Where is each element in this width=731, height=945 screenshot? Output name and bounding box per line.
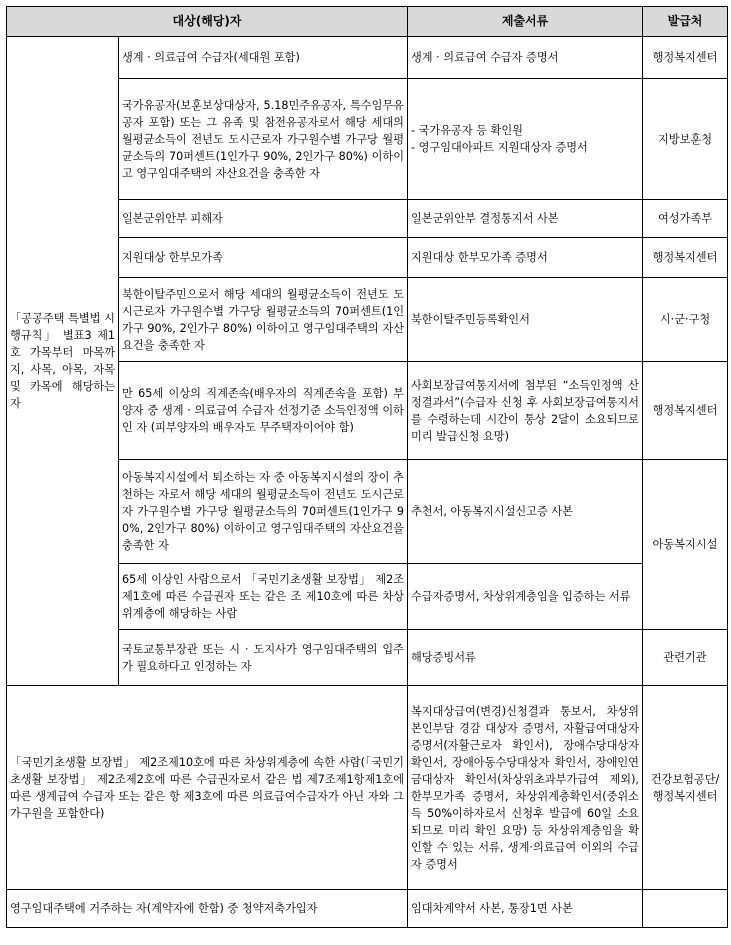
row-documents [408,79,643,200]
row-documents: 임대차계약서 사본, 통장1면 사본 [408,890,643,928]
row-issuer: 지방보훈청 [643,79,728,200]
header-target: 대상(해당)자 [7,7,408,37]
row-documents: 생계 · 의료급여 수급자 증명서 [408,37,643,79]
group-label: 「공공주택 특별법 시행규칙」 별표3 제1호 가목부터 마목까지, 사목, 아목, 자목 및 카목에 해당하는 자 [7,37,119,686]
row-documents: 수급자증명서, 차상위계층임을 입증하는 서류 [408,564,643,630]
row-target: 만 65세 이상의 직계존속(배우자의 직계존속을 포함) 부양자 중 생계 · 의료급여 수급자 선정기준 소득인정액 이하인 자 (피부양자의 배우자도 무주택자이어야 함) [119,362,408,460]
row-target: 아동복지시설에서 퇴소하는 자 중 아동복지시설의 장이 추천하는 자로서 해당 세대의 월평균소득이 전년도 도시근로자 가구원수별 가구당 월평균소득의 70퍼센트(1인가구 90%, 2인가구 80%) 이하이고 영구임대주택의 자산요건을 충족한 자 [119,460,408,564]
row-issuer: 행정복지센터 [643,362,728,460]
row-issuer [643,890,728,928]
row-documents: 추천서, 아동복지시설신고증 사본 [408,460,643,564]
row-issuer: 건강보험공단/행정복지센터 [643,686,728,890]
row-issuer: 아동복지시설 [643,460,728,630]
table-header-row [7,7,728,37]
row-documents: 지원대상 한부모가족 증명서 [408,238,643,278]
header-documents: 제출서류 [408,7,643,37]
row-issuer: 시·군·구청 [643,278,728,362]
row-target: 지원대상 한부모가족 [119,238,408,278]
row-target: 영구임대주택에 거주하는 자(계약자에 한함) 중 청약저축가입자 [7,890,408,928]
row-documents: 사회보장급여통지서에 첨부된 “소득인정액 산정결과서”(수급자 신청 후 사회보장급여통지서를 수령하는데 시간이 통상 2달이 소요되므로 미리 발급신청 요망) [408,362,643,460]
row-documents: 해당증빙서류 [408,630,643,686]
table-row [7,686,728,890]
row-target: 국가유공자(보훈보상대상자, 5.18민주유공자, 특수임무유공자 포함) 또는 그 유족 및 참전유공자로서 해당 세대의 월평균소득이 전년도 도시근로자 가구원수별 가구당 월평균소득의 70퍼센트(1인가구 90%, 2인가구 80%) 이하이고 영구임대주택의 자산요건을 충족한 자 [119,79,408,200]
row-issuer: 행정복지센터 [643,238,728,278]
row-issuer: 행정복지센터 [643,37,728,79]
row-target: 북한이탈주민으로서 해당 세대의 월평균소득이 전년도 도시근로자 가구원수별 가구당 월평균소득의 70퍼센트(1인가구 90%, 2인가구 80%) 이하이고 영구임대주택의 자산요건을 충족한 자 [119,278,408,362]
row-documents: 북한이탈주민등록확인서 [408,278,643,362]
row-target: 65세 이상인 사람으로서 「국민기초생활 보장법」 제2조제1호에 따른 수급권자 또는 같은 조 제10호에 따른 차상위계층에 해당하는 사람 [119,564,408,630]
row-issuer: 여성가족부 [643,200,728,238]
document-line: - 영구임대아파트 지원대상자 증명서 [411,141,588,154]
row-target: 국토교통부장관 또는 시 · 도지사가 영구임대주택의 입주가 필요하다고 인정하는 자 [119,630,408,686]
eligibility-table [6,6,728,928]
row-target: 「국민기초생활 보장법」 제2조제10호에 따른 차상위계층에 속한 사람(「국민기초생활 보장법」 제2조제2호에 따른 수급권자로서 같은 법 제7조제1항제1호에 따른 생계급여 수급자 또는 같은 항 제3호에 따른 의료급여수급자가 아닌 자와 그 가구원을 포함한다) [7,686,408,890]
eligibility-document-table-page [6,6,727,928]
row-issuer: 관련기관 [643,630,728,686]
header-issuer: 발급처 [643,7,728,37]
row-target: 일본군위안부 피해자 [119,200,408,238]
table-row [7,37,728,79]
row-target: 생계 · 의료급여 수급자(세대원 포함) [119,37,408,79]
document-line: - 국가유공자 등 확인원 [411,124,523,137]
row-documents: 복지대상급여(변경)신청결과 통보서, 차상위 본인부담 경감 대상자 증명서, 자활급여대상자 증명서(자활근로자 확인서), 장애수당대상자 확인서, 장애아동수당대상자 확인서, 장애인연금대상자 확인서(차상위초과부가급여 제외), 한부모가족 증명서, 차상위계층확인서(중위소득 50%이하자로서 신청후 발급에 60일 소요되므로 미리 확인 요망) 등 차상위계층임을 확인할 수 있는 서류, 생계·의료급여 이외의 수급자 증명서 [408,686,643,890]
row-documents: 일본군위안부 결정통지서 사본 [408,200,643,238]
table-row [7,890,728,928]
